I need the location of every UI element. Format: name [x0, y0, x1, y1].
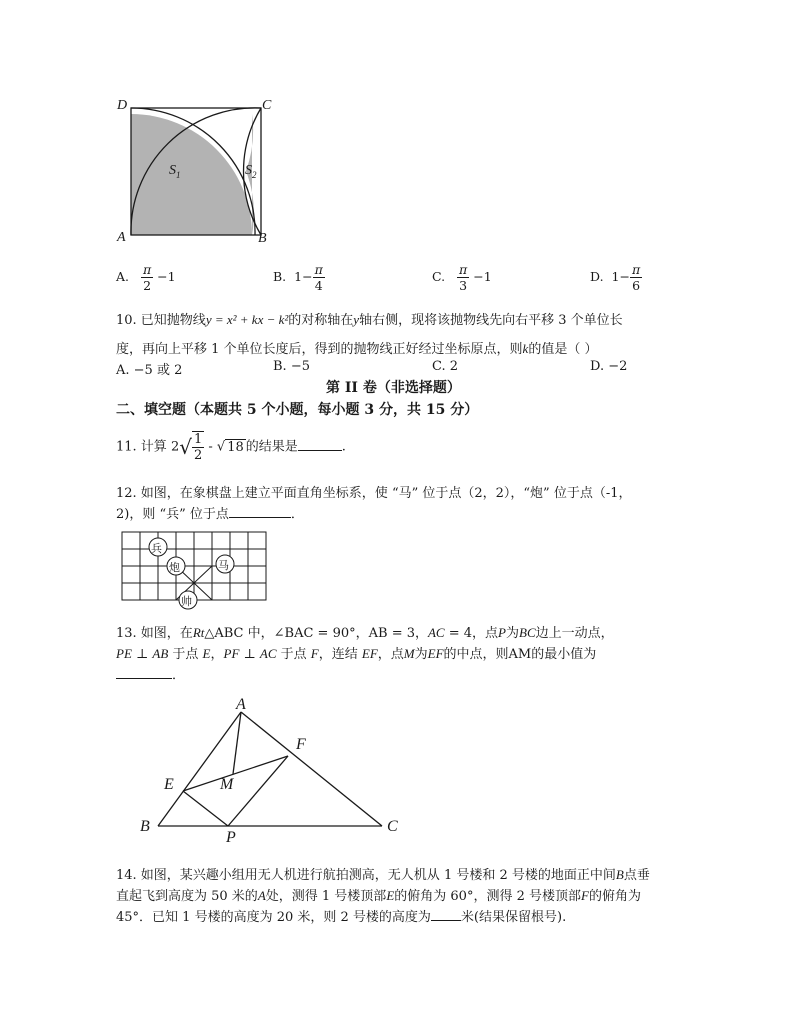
piece-pao: 炮: [169, 561, 180, 574]
label-F: F: [296, 736, 306, 753]
option-b: B. 1− $\frac{\pi}{4}$: [273, 262, 323, 293]
triangle-figure: [140, 690, 410, 850]
q14-line1: 14. 如图，某兴趣小组用无人机进行航拍测高，无人机从 1 号楼和 2 号楼的地面正中间B点垂: [116, 867, 650, 883]
q10-line1: 10. 已知抛物线y = x² + kx − k²的对称轴在y轴右侧，现将该抛物线先向右平移 3 个单位长: [116, 312, 623, 328]
section-title: 二、填空题（本题共 5 个小题，每小题 3 分，共 15 分）: [116, 402, 479, 418]
piece-bing: 兵: [151, 542, 162, 555]
label-A: A: [117, 230, 126, 245]
chess-board: [120, 530, 270, 612]
label-B: B: [140, 818, 150, 835]
label-E: E: [164, 776, 174, 793]
q11: 11. 计算 2√ $\frac{1}{2}$ - √ 18 的结果是 .: [116, 432, 346, 463]
q10-option-c: C. 2: [432, 359, 459, 374]
label-A: A: [236, 696, 246, 713]
label-D: D: [117, 98, 128, 113]
label-B: B: [258, 231, 267, 246]
q10-line2: 度，再向上平移 1 个单位长度后，得到的抛物线正好经过坐标原点，则k的值是（ ）: [116, 341, 598, 357]
option-c: C. $\frac{\pi}{3}$ −1: [432, 262, 492, 293]
piece-ma: 马: [218, 559, 229, 572]
label-P: P: [226, 829, 236, 846]
label-C: C: [262, 98, 272, 113]
option-a: A. $\frac{\pi}{2}$ −1: [116, 262, 176, 293]
q10-option-a: A. −5 或 2: [116, 363, 183, 378]
piece-shuai: 帅: [181, 595, 192, 608]
q13-line2: PE ⊥ AB 于点 E，PF ⊥ AC 于点 F，连结 EF，点M为EF的中点，则AM的最小值为: [116, 646, 597, 662]
q10-option-b: B. −5: [273, 359, 310, 374]
part-title: 第 II 卷（非选择题）: [326, 380, 461, 396]
label-M: M: [220, 776, 234, 793]
label-C: C: [387, 818, 398, 835]
label-S2: $S_2$: [245, 163, 257, 180]
label-S1: $S_1$: [169, 163, 181, 180]
q10-option-d: D. −2: [590, 359, 628, 374]
q12-line2: 2)，则 “兵” 位于点 ．: [116, 507, 304, 522]
q14-line2: 直起飞到高度为 50 米的A处，测得 1 号楼顶部E的俯角为 60°，测得 2 号楼顶部F的俯角为: [116, 888, 641, 904]
q13-line3: ．: [116, 664, 185, 683]
q14-line3: 45°．已知 1 号楼的高度为 20 米，则 2 号楼的高度为 米(结果保留根号).: [116, 910, 567, 925]
q12-line1: 12. 如图，在象棋盘上建立平面直角坐标系，使 “马” 位于点（2，2），“炮” 位于点（-1，: [116, 486, 632, 501]
q13-line1: 13. 如图，在Rt△ABC 中，∠BAC = 90°，AB = 3，AC = 4，点P为BC边上一动点，: [116, 625, 614, 641]
option-d: D. 1− $\frac{\pi}{6}$: [590, 262, 641, 293]
